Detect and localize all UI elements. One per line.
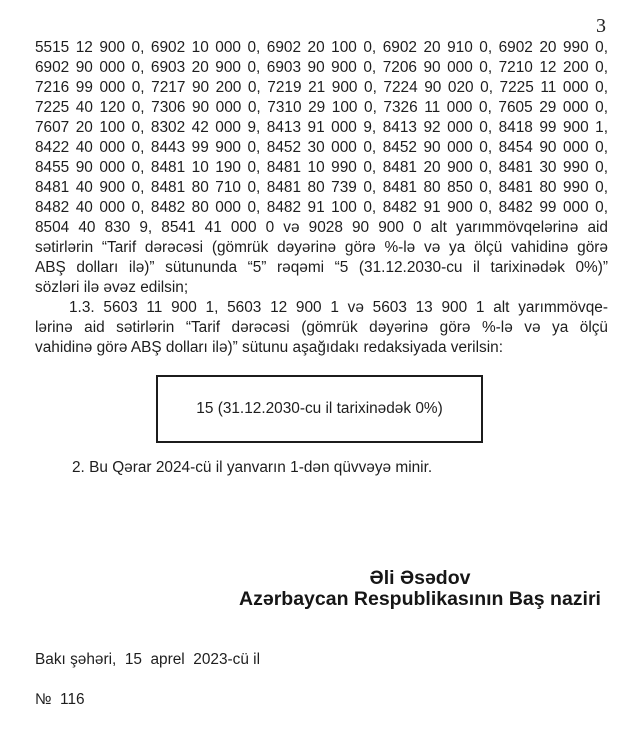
signature-block [228, 568, 612, 610]
body-text-line: 7225 40 120 0, 7306 90 000 0, 7310 29 100 0, 7326 11 000 0, 7605 29 000 0, [35, 99, 608, 116]
body-text-line: 6902 90 000 0, 6903 20 900 0, 6903 90 900 0, 7206 90 000 0, 7210 12 200 0, [35, 59, 608, 76]
body-text-line: 8504 40 830 9, 8541 41 000 0 və 9028 90 900 0 alt yarımmövqelərinə aid [35, 219, 608, 236]
signatory-name: Əli Əsədov [369, 567, 471, 589]
body-text-line: ABŞ dolları ilə)” sütununda “5” rəqəmi “5 (31.12.2030-cu il tarixinədək 0%)” [35, 259, 608, 276]
body-text-line: 8455 90 000 0, 8481 10 190 0, 8481 10 990 0, 8481 20 900 0, 8481 30 990 0, [35, 159, 608, 176]
body-text-line: 8482 40 000 0, 8482 80 000 0, 8482 91 100 0, 8482 91 900 0, 8482 99 000 0, [35, 199, 608, 216]
body-text-line: 8422 40 000 0, 8443 99 900 0, 8452 30 000 0, 8452 90 000 0, 8454 90 000 0, [35, 139, 608, 156]
place-and-date: Bakı şəhəri, 15 aprel 2023-cü il [35, 651, 260, 668]
body-text-line: 7216 99 000 0, 7217 90 200 0, 7219 21 900 0, 7224 90 020 0, 7225 11 000 0, [35, 79, 608, 96]
clause-1-3-line: 1.3. 5603 11 900 1, 5603 12 900 1 və 5603 13 900 1 alt yarımmövqe- [69, 299, 608, 316]
document-number: № 116 [35, 691, 85, 708]
body-text-line: 8481 40 900 0, 8481 80 710 0, 8481 80 739 0, 8481 80 850 0, 8481 80 990 0, [35, 179, 608, 196]
page-number: 3 [596, 15, 606, 37]
body-text-line: 7607 20 100 0, 8302 42 000 9, 8413 91 000 9, 8413 92 000 0, 8418 99 900 1, [35, 119, 608, 136]
tariff-rate-box [156, 375, 483, 443]
clause-1-3-line: lərinə aid sətirlərin “Tarif dərəcəsi (gömrük dəyərinə görə %-lə və ya ölçü [35, 319, 608, 336]
body-text-line: sətirlərin “Tarif dərəcəsi (gömrük dəyərinə görə %-lə və ya ölçü vahidinə görə [35, 239, 608, 256]
body-text-line: sözləri ilə əvəz edilsin; [35, 279, 189, 296]
body-text-line: 5515 12 900 0, 6902 10 000 0, 6902 20 100 0, 6902 20 910 0, 6902 20 990 0, [35, 39, 608, 56]
clause-2-text: 2. Bu Qərar 2024-cü il yanvarın 1-dən qüvvəyə minir. [72, 459, 433, 476]
clause-1-3-line: vahidinə görə ABŞ dolları ilə)” sütunu aşağıdakı redaksiyada verilsin: [35, 339, 503, 356]
tariff-rate-text: 15 (31.12.2030-cu il tarixinədək 0%) [196, 400, 443, 417]
document-body [35, 38, 608, 358]
signatory-title: Azərbaycan Respublikasının Baş naziri [239, 588, 601, 610]
